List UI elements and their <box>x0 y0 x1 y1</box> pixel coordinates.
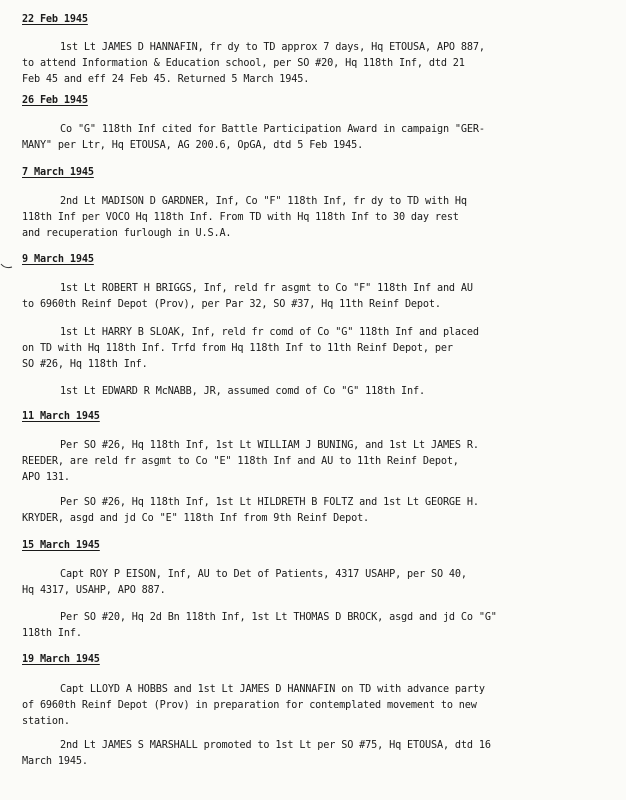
paragraph-line: on TD with Hq 118th Inf. Trfd from Hq 118th Inf to 11th Reinf Depot, per <box>22 343 453 354</box>
paragraph-line: to attend Information & Education school, per SO #20, Hq 118th Inf, dtd 21 <box>22 58 465 69</box>
paragraph-line: MANY" per Ltr, Hq ETOUSA, AG 200.6, OpGA, dtd 5 Feb 1945. <box>22 140 364 151</box>
paragraph-line: 1st Lt JAMES D HANNAFIN, fr dy to TD approx 7 days, Hq ETOUSA, APO 887, <box>60 42 485 53</box>
entry-paragraph <box>22 738 597 770</box>
paragraph-line: Capt ROY P EISON, Inf, AU to Det of Patients, 4317 USAHP, per SO 40, <box>60 569 467 580</box>
paragraph-line: Per SO #26, Hq 118th Inf, 1st Lt WILLIAM J BUNING, and 1st Lt JAMES R. <box>60 440 479 451</box>
paragraph-line: APO 131. <box>22 472 70 483</box>
entry-paragraph <box>22 567 597 599</box>
paragraph-line: 2nd Lt JAMES S MARSHALL promoted to 1st Lt per SO #75, Hq ETOUSA, dtd 16 <box>60 740 491 751</box>
paragraph-line: to 6960th Reinf Depot (Prov), per Par 32, SO #37, Hq 11th Reinf Depot. <box>22 299 441 310</box>
entry-date-heading: 19 March 1945 <box>22 654 100 665</box>
entry-paragraph <box>22 384 597 400</box>
entry-date-heading: 15 March 1945 <box>22 540 100 551</box>
entry-paragraph <box>22 281 597 313</box>
paragraph-line: Per SO #26, Hq 118th Inf, 1st Lt HILDRETH B FOLTZ and 1st Lt GEORGE H. <box>60 497 479 508</box>
paragraph-line: and recuperation furlough in U.S.A. <box>22 228 232 239</box>
entry-date-heading: 7 March 1945 <box>22 167 94 178</box>
paragraph-line: 118th Inf. <box>22 628 82 639</box>
paragraph-line: Per SO #20, Hq 2d Bn 118th Inf, 1st Lt THOMAS D BROCK, asgd and jd Co "G" <box>60 612 497 623</box>
paragraph-line: of 6960th Reinf Depot (Prov) in preparation for contemplated movement to new <box>22 700 477 711</box>
paragraph-line: 1st Lt ROBERT H BRIGGS, Inf, reld fr asgmt to Co "F" 118th Inf and AU <box>60 283 473 294</box>
entry-paragraph <box>22 40 597 88</box>
entry-date-heading: 9 March 1945 <box>22 254 94 265</box>
paragraph-line: Feb 45 and eff 24 Feb 45. Returned 5 March 1945. <box>22 74 310 85</box>
margin-mark-icon <box>0 262 14 270</box>
paragraph-line: station. <box>22 716 70 727</box>
entry-paragraph <box>22 325 597 373</box>
entry-paragraph <box>22 122 597 154</box>
paragraph-line: 1st Lt HARRY B SLOAK, Inf, reld fr comd of Co "G" 118th Inf and placed <box>60 327 479 338</box>
paragraph-line: Co "G" 118th Inf cited for Battle Participation Award in campaign "GER- <box>60 124 485 135</box>
entry-date-heading: 26 Feb 1945 <box>22 95 88 106</box>
paragraph-line: SO #26, Hq 118th Inf. <box>22 359 148 370</box>
entry-paragraph <box>22 682 597 730</box>
entry-paragraph <box>22 438 597 486</box>
entry-paragraph <box>22 194 597 242</box>
paragraph-line: REEDER, are reld fr asgmt to Co "E" 118th Inf and AU to 11th Reinf Depot, <box>22 456 459 467</box>
entry-paragraph <box>22 495 597 527</box>
entry-date-heading: 22 Feb 1945 <box>22 14 88 25</box>
paragraph-line: March 1945. <box>22 756 88 767</box>
entry-paragraph <box>22 610 597 642</box>
paragraph-line: Capt LLOYD A HOBBS and 1st Lt JAMES D HANNAFIN on TD with advance party <box>60 684 485 695</box>
paragraph-line: 1st Lt EDWARD R McNABB, JR, assumed comd of Co "G" 118th Inf. <box>60 386 425 397</box>
paragraph-line: 118th Inf per VOCO Hq 118th Inf. From TD with Hq 118th Inf to 30 day rest <box>22 212 459 223</box>
paragraph-line: KRYDER, asgd and jd Co "E" 118th Inf from 9th Reinf Depot. <box>22 513 370 524</box>
entry-date-heading: 11 March 1945 <box>22 411 100 422</box>
paragraph-line: 2nd Lt MADISON D GARDNER, Inf, Co "F" 118th Inf, fr dy to TD with Hq <box>60 196 467 207</box>
paragraph-line: Hq 4317, USAHP, APO 887. <box>22 585 166 596</box>
